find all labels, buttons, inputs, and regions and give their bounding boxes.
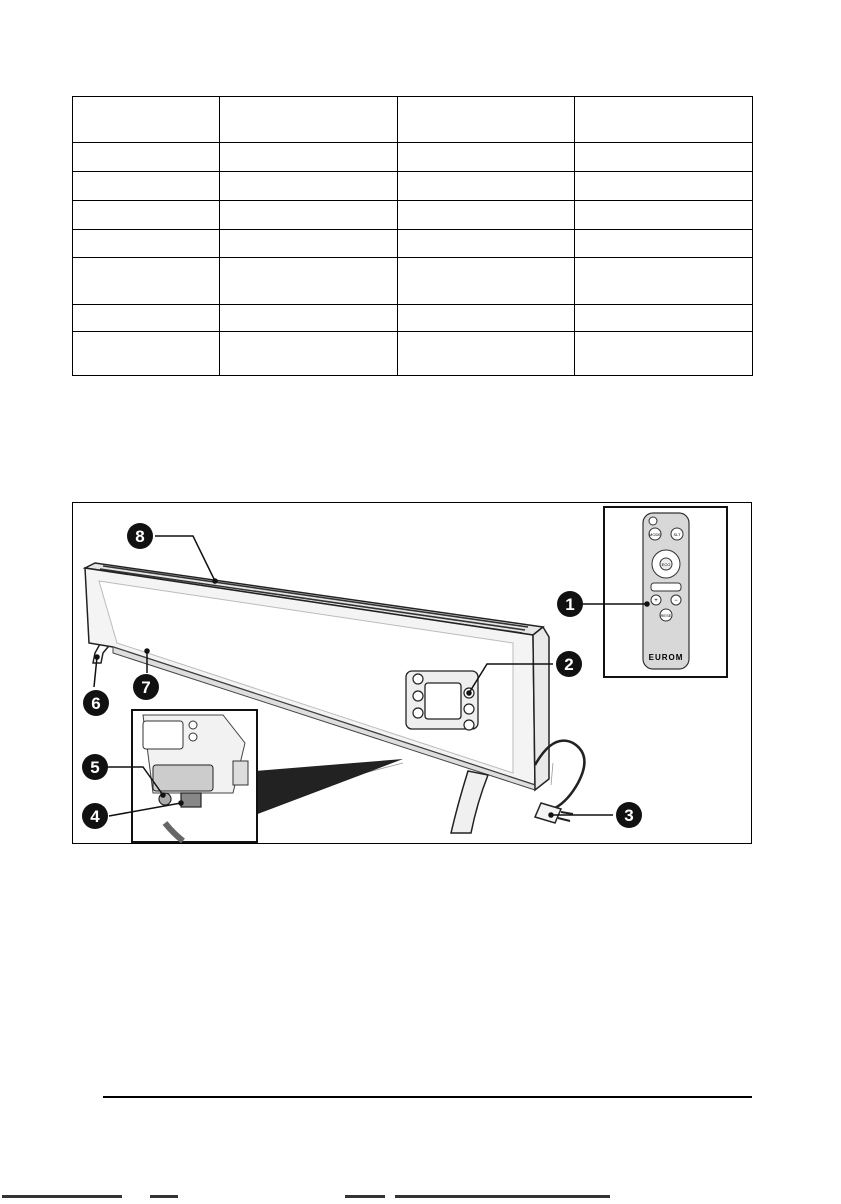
- callout-label: 7: [141, 678, 151, 697]
- timer-button[interactable]: [464, 704, 474, 714]
- table-cell: [398, 305, 575, 332]
- table-row: [73, 332, 753, 376]
- table-cell: [220, 172, 398, 201]
- callout-label: 6: [91, 694, 101, 713]
- table-row: [73, 172, 753, 201]
- table-row: [73, 201, 753, 230]
- table-row: [73, 305, 753, 332]
- plug-icon: [535, 803, 573, 823]
- remote-brand-label: EUROM: [648, 653, 684, 662]
- table-cell: [398, 332, 575, 376]
- footer-noise: [0, 1194, 841, 1199]
- callout-label: 4: [90, 807, 100, 826]
- specification-table: [72, 96, 753, 376]
- callout-7: [133, 674, 159, 700]
- display-screen: [425, 683, 461, 719]
- callout-8: [127, 523, 153, 549]
- table-cell: [220, 258, 398, 305]
- table-cell: [575, 258, 753, 305]
- control-panel: [406, 671, 478, 730]
- remote-power-button[interactable]: [649, 517, 657, 525]
- table-cell: [220, 305, 398, 332]
- remote-reset-label: RESE: [660, 613, 672, 618]
- table-cell: [73, 97, 220, 143]
- table-cell: [220, 143, 398, 172]
- table-cell: [575, 143, 753, 172]
- table-cell: [73, 172, 220, 201]
- callout-label: 5: [90, 758, 100, 777]
- callout-label: 3: [624, 806, 634, 825]
- table-cell: [220, 201, 398, 230]
- callout-label: 2: [564, 655, 574, 674]
- table-cell: [220, 230, 398, 258]
- table-cell: [575, 230, 753, 258]
- table-cell: [398, 172, 575, 201]
- plus-button[interactable]: [413, 691, 423, 701]
- remote-eco-label: ECO: [661, 562, 671, 567]
- minus-button[interactable]: [413, 674, 423, 684]
- remote-bar-button[interactable]: [651, 583, 681, 591]
- eco-button[interactable]: [464, 720, 474, 730]
- table-row: [73, 230, 753, 258]
- table-cell: [575, 305, 753, 332]
- table-cell: [398, 230, 575, 258]
- table-cell: [73, 305, 220, 332]
- table-cell: [575, 172, 753, 201]
- footer-strip: [0, 1186, 841, 1191]
- table-cell: [575, 201, 753, 230]
- table-cell: [575, 332, 753, 376]
- callout-3: [616, 802, 642, 828]
- table-cell: [73, 258, 220, 305]
- table-cell: [575, 97, 753, 143]
- table-cell: [73, 332, 220, 376]
- table-cell: [398, 97, 575, 143]
- remote-slt-label: SLT: [673, 532, 681, 537]
- callout-label: 8: [135, 527, 145, 546]
- table-cell: [73, 143, 220, 172]
- remote-minus-label: −: [674, 598, 678, 604]
- table-body: [73, 97, 753, 376]
- heater-illustration: [73, 503, 752, 844]
- callout-5: [82, 754, 108, 780]
- callout-6: [83, 690, 109, 716]
- callout-2: [556, 651, 582, 677]
- callout-4: [82, 803, 108, 829]
- footer-rule: [103, 1096, 752, 1098]
- table-cell: [73, 230, 220, 258]
- table-cell: [398, 201, 575, 230]
- table-cell: [398, 143, 575, 172]
- table-cell: [398, 258, 575, 305]
- table-cell: [73, 201, 220, 230]
- table-cell: [220, 332, 398, 376]
- product-figure: [72, 502, 752, 844]
- table-row: [73, 97, 753, 143]
- remote-mode-label: MODE: [649, 532, 661, 537]
- table-row: [73, 258, 753, 305]
- remote-plus-label: +: [654, 598, 658, 604]
- remote-inset: [604, 507, 727, 677]
- mode-button[interactable]: [413, 708, 423, 718]
- table-cell: [220, 97, 398, 143]
- callout-label: 1: [565, 595, 575, 614]
- main-switch[interactable]: [181, 793, 201, 807]
- callout-1: [557, 591, 583, 617]
- table-row: [73, 143, 753, 172]
